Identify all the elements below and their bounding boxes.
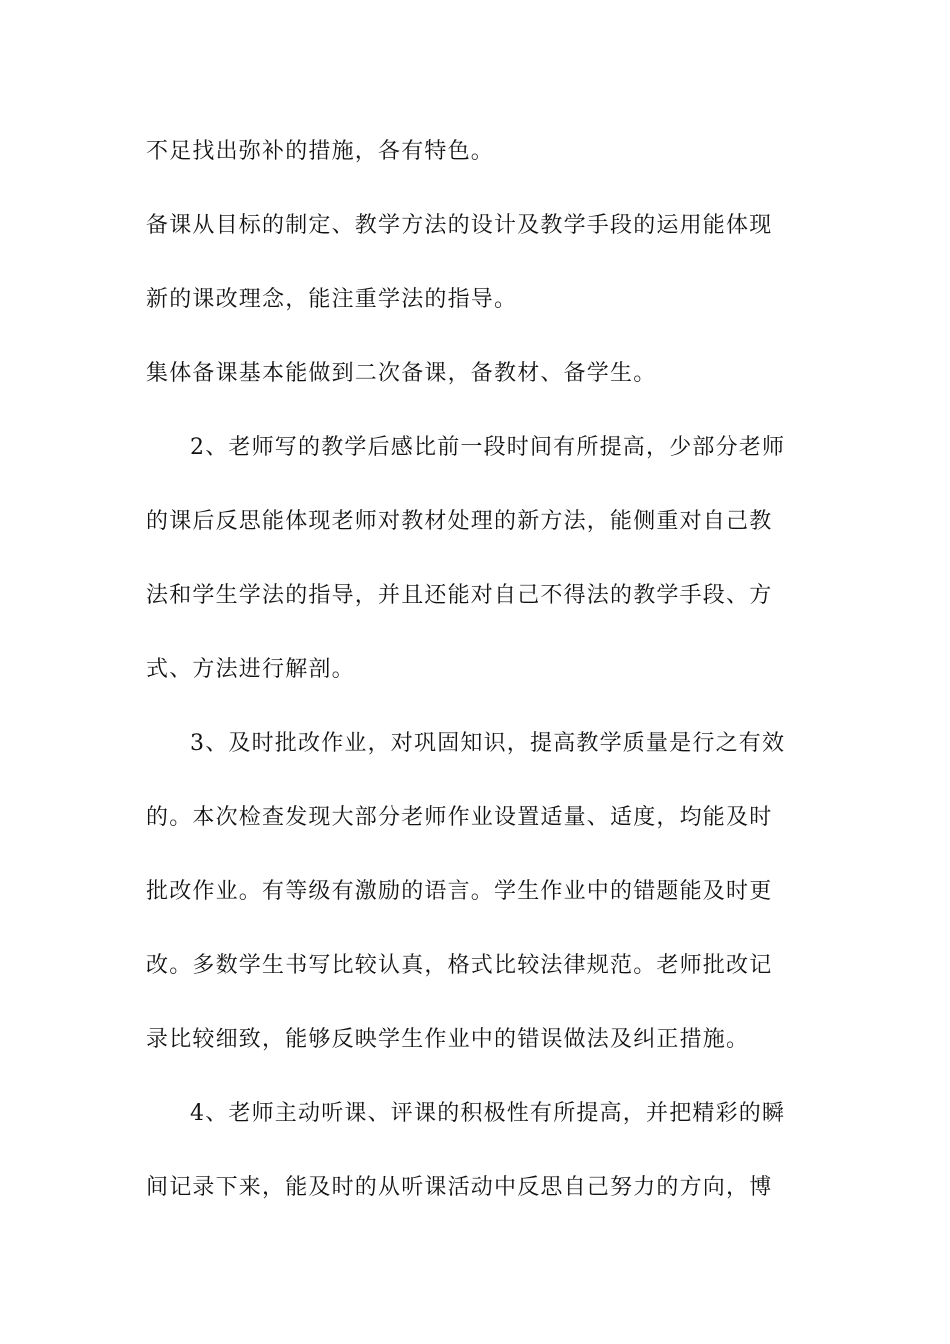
text-line: 的课后反思能体现老师对教材处理的新方法，能侧重对自己教 [146, 509, 773, 534]
text-line: 集体备课基本能做到二次备课，备教材、备学生。 [146, 361, 657, 386]
text-line: 改。多数学生书写比较认真，格式比较法律规范。老师批改记 [146, 953, 773, 978]
text-line: 备课从目标的制定、教学方法的设计及教学手段的运用能体现 [146, 213, 773, 238]
text-line: 录比较细致，能够反映学生作业中的错误做法及纠正措施。 [146, 1027, 750, 1052]
text-line: 法和学生学法的指导，并且还能对自己不得法的教学手段、方 [146, 583, 773, 608]
text-line: 不足找出弥补的措施，各有特色。 [146, 139, 495, 164]
text-line: 批改作业。有等级有激励的语言。学生作业中的错题能及时更 [146, 879, 773, 904]
text-line: 式、方法进行解剖。 [146, 657, 355, 682]
text-line: 新的课改理念，能注重学法的指导。 [146, 287, 518, 312]
paragraph-3-start: 3、及时批改作业，对巩固知识，提高教学质量是行之有效 [190, 731, 786, 756]
text-line: 的。本次检查发现大部分老师作业设置适量、适度，均能及时 [146, 805, 773, 830]
paragraph-4-start: 4、老师主动听课、评课的积极性有所提高，并把精彩的瞬 [190, 1101, 786, 1126]
text-line: 间记录下来，能及时的从听课活动中反思自己努力的方向，博 [146, 1175, 773, 1200]
paragraph-2-start: 2、老师写的教学后感比前一段时间有所提高，少部分老师 [190, 435, 786, 460]
